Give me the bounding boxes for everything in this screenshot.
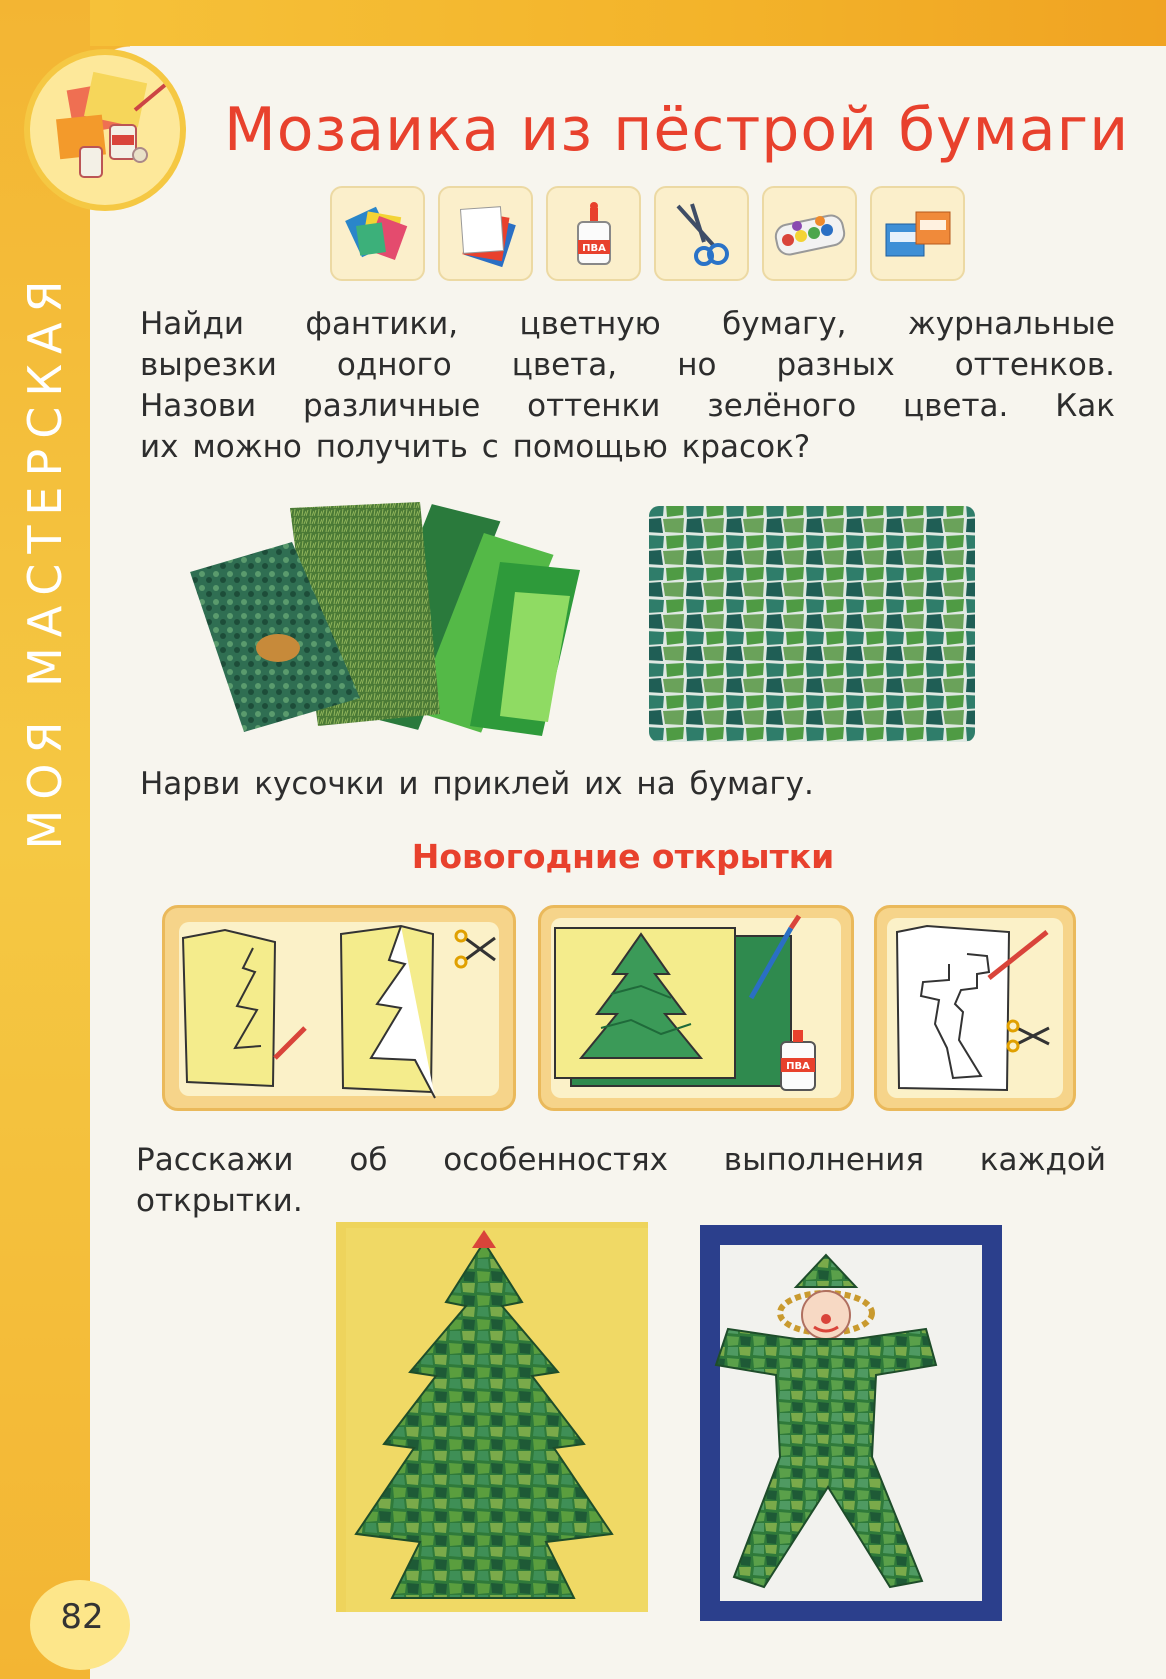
glue-label: ПВА — [786, 1061, 810, 1072]
intro-line: вырезки одного цвета, но разных оттенков. — [140, 347, 1115, 383]
glue-bottle-icon — [546, 186, 641, 281]
section-subtitle: Новогодние открытки — [411, 837, 835, 876]
intro-line: Назови различные оттенки зелёного цвета. Как — [140, 388, 1115, 424]
materials-row — [330, 186, 965, 281]
section-title: МОЯ МАСТЕРСКАЯ — [18, 270, 72, 850]
step-panel-mosaic-tree — [538, 905, 854, 1111]
intro-line: Найди фантики, цветную бумагу, журнальные — [140, 306, 1115, 342]
question-line: Расскажи об особенностях выполнения каждой — [136, 1142, 1106, 1178]
page-number: 82 — [60, 1597, 104, 1637]
paper-packs-icon — [870, 186, 965, 281]
top-band — [60, 0, 1166, 46]
instruction-text: Нарви кусочки и приклей их на бумагу. — [140, 766, 814, 802]
green-mosaic-photo — [645, 502, 980, 747]
tree-card-photo — [336, 1222, 656, 1617]
clown-card-photo — [700, 1225, 1010, 1625]
workshop-logo-icon — [30, 55, 180, 205]
intro-paragraph — [140, 304, 1115, 468]
step-panel-cut-figure — [874, 905, 1076, 1111]
page-title: Мозаика из пёстрой бумаги — [224, 95, 1130, 165]
question-line: открытки. — [136, 1183, 303, 1219]
colored-paper-icon — [438, 186, 533, 281]
question-paragraph — [136, 1140, 1106, 1222]
green-papers-photo — [170, 500, 600, 745]
candy-wrappers-icon — [330, 186, 425, 281]
glue-label: ПВА — [581, 242, 606, 254]
step-panel-cut-card — [162, 905, 516, 1111]
watercolor-paints-icon — [762, 186, 857, 281]
intro-line: их можно получить с помощью красок? — [140, 429, 811, 465]
scissors-icon — [654, 186, 749, 281]
